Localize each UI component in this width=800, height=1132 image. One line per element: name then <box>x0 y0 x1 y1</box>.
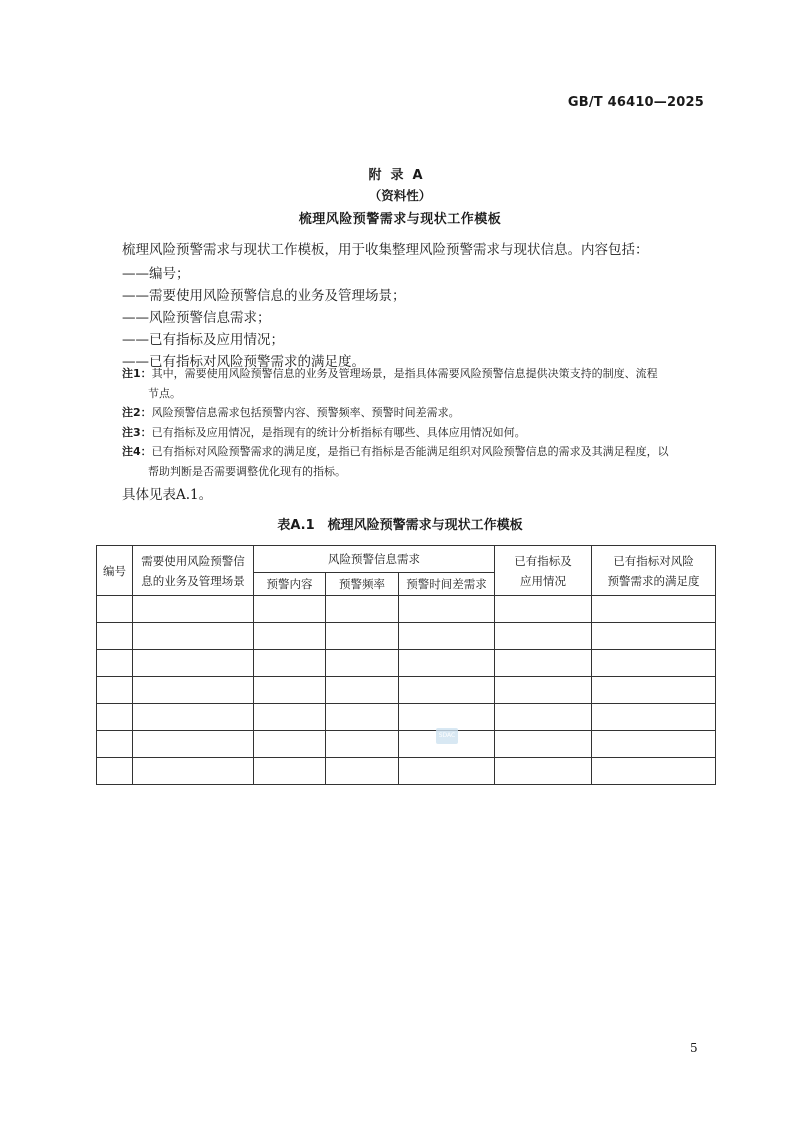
table-cell <box>97 596 133 623</box>
table-cell <box>326 758 399 785</box>
list-item-number: ——编号； <box>122 266 190 282</box>
table-cell <box>133 623 254 650</box>
table-cell <box>495 623 592 650</box>
table-cell <box>399 758 495 785</box>
intro-paragraph: 梳理风险预警需求与现状工作模板，用于收集整理风险预警需求与现状信息。内容包括： <box>122 242 649 258</box>
table-body <box>97 596 716 785</box>
table-cell <box>133 650 254 677</box>
note-label: 注3： <box>122 426 152 439</box>
appendix-title: 附录A <box>368 168 432 183</box>
note-2 <box>122 403 722 423</box>
table-cell <box>254 650 326 677</box>
table-cell <box>326 650 399 677</box>
note-4 <box>122 442 722 482</box>
table-row <box>97 596 716 623</box>
table-cell <box>133 731 254 758</box>
list-item-scenario: ——需要使用风险预警信息的业务及管理场景； <box>122 288 406 304</box>
note-label: 注1： <box>122 367 152 380</box>
table-cell <box>592 731 716 758</box>
header-existing-line: 已有指标及 <box>514 553 572 568</box>
note-3 <box>122 423 722 443</box>
table-cell <box>254 677 326 704</box>
header-scenario-line: 息的业务及管理场景 <box>141 573 245 588</box>
table-cell <box>592 677 716 704</box>
note-label: 注2： <box>122 406 152 419</box>
table-row <box>97 704 716 731</box>
header-existing <box>495 546 592 596</box>
table-cell <box>495 596 592 623</box>
header-satisfaction-line: 已有指标对风险 <box>613 553 694 568</box>
appendix-nature: （资料性） <box>368 188 432 203</box>
table-cell <box>326 623 399 650</box>
table-cell <box>97 650 133 677</box>
table-row <box>97 650 716 677</box>
note-text: 已有指标及应用情况，是指现有的统计分析指标有哪些、具体应用情况如何。 <box>151 426 526 439</box>
table-cell <box>254 623 326 650</box>
header-satisfaction <box>592 546 716 596</box>
table-cell <box>97 704 133 731</box>
watermark-logo: SDAC <box>436 728 458 744</box>
note-1 <box>122 364 722 404</box>
table-cell <box>326 704 399 731</box>
table-cell <box>326 677 399 704</box>
table-cell <box>399 623 495 650</box>
table-cell <box>399 650 495 677</box>
header-frequency: 预警频率 <box>326 573 399 596</box>
table-cell <box>592 650 716 677</box>
table-cell <box>592 758 716 785</box>
header-demand-group: 风险预警信息需求 <box>254 546 495 573</box>
table-cell <box>254 596 326 623</box>
table-cell <box>495 758 592 785</box>
table-cell <box>399 704 495 731</box>
table-row <box>97 758 716 785</box>
see-table-text: 具体见表A.1。 <box>122 487 213 503</box>
table-cell <box>133 704 254 731</box>
table-cell <box>133 758 254 785</box>
table-cell <box>592 596 716 623</box>
table-cell <box>399 596 495 623</box>
table-cell <box>326 596 399 623</box>
note-text: 风险预警信息需求包括预警内容、预警频率、预警时间差需求。 <box>151 406 460 419</box>
table-cell <box>495 677 592 704</box>
table-caption: 表A.1 梳理风险预警需求与现状工作模板 <box>277 518 523 533</box>
table-row <box>97 623 716 650</box>
header-satisfaction-line: 预警需求的满足度 <box>607 573 700 588</box>
note-text: 其中，需要使用风险预警信息的业务及管理场景，是指具体需要风险预警信息提供决策支持的制度、流程 <box>151 367 658 380</box>
table-row <box>97 677 716 704</box>
standard-number: GB/T 46410—2025 <box>567 95 704 110</box>
table-cell <box>97 623 133 650</box>
header-scenario-line: 需要使用风险预警信 <box>141 553 245 568</box>
header-number: 编号 <box>97 546 133 596</box>
table-cell <box>495 731 592 758</box>
table-cell <box>254 758 326 785</box>
header-existing-line: 应用情况 <box>520 573 566 588</box>
appendix-name: 梳理风险预警需求与现状工作模板 <box>298 212 502 227</box>
table-cell <box>399 677 495 704</box>
note-continuation: 节点。 <box>148 387 181 400</box>
note-text: 已有指标对风险预警需求的满足度，是指已有指标是否能满足组织对风险预警信息的需求及其满足程度，以 <box>151 445 669 458</box>
list-item-existing: ——已有指标及应用情况； <box>122 332 284 348</box>
table-cell <box>592 704 716 731</box>
table-cell <box>254 704 326 731</box>
table-cell <box>592 623 716 650</box>
table-cell <box>97 758 133 785</box>
table-cell <box>495 704 592 731</box>
list-item-demand: ——风险预警信息需求； <box>122 310 271 326</box>
note-continuation: 帮助判断是否需要调整优化现有的指标。 <box>148 465 346 478</box>
table-cell <box>133 677 254 704</box>
page-number: 5 <box>690 1041 698 1055</box>
table-cell <box>254 731 326 758</box>
header-content: 预警内容 <box>254 573 326 596</box>
note-label: 注4： <box>122 445 152 458</box>
table-row <box>97 731 716 758</box>
header-scenario <box>133 546 254 596</box>
table-cell <box>495 650 592 677</box>
table-cell <box>97 731 133 758</box>
header-time-gap: 预警时间差需求 <box>399 573 495 596</box>
list-item-satisfaction: ——已有指标对风险预警需求的满足度。 <box>122 354 365 370</box>
table-cell <box>326 731 399 758</box>
table-cell <box>133 596 254 623</box>
table-cell <box>97 677 133 704</box>
template-table <box>96 545 716 785</box>
